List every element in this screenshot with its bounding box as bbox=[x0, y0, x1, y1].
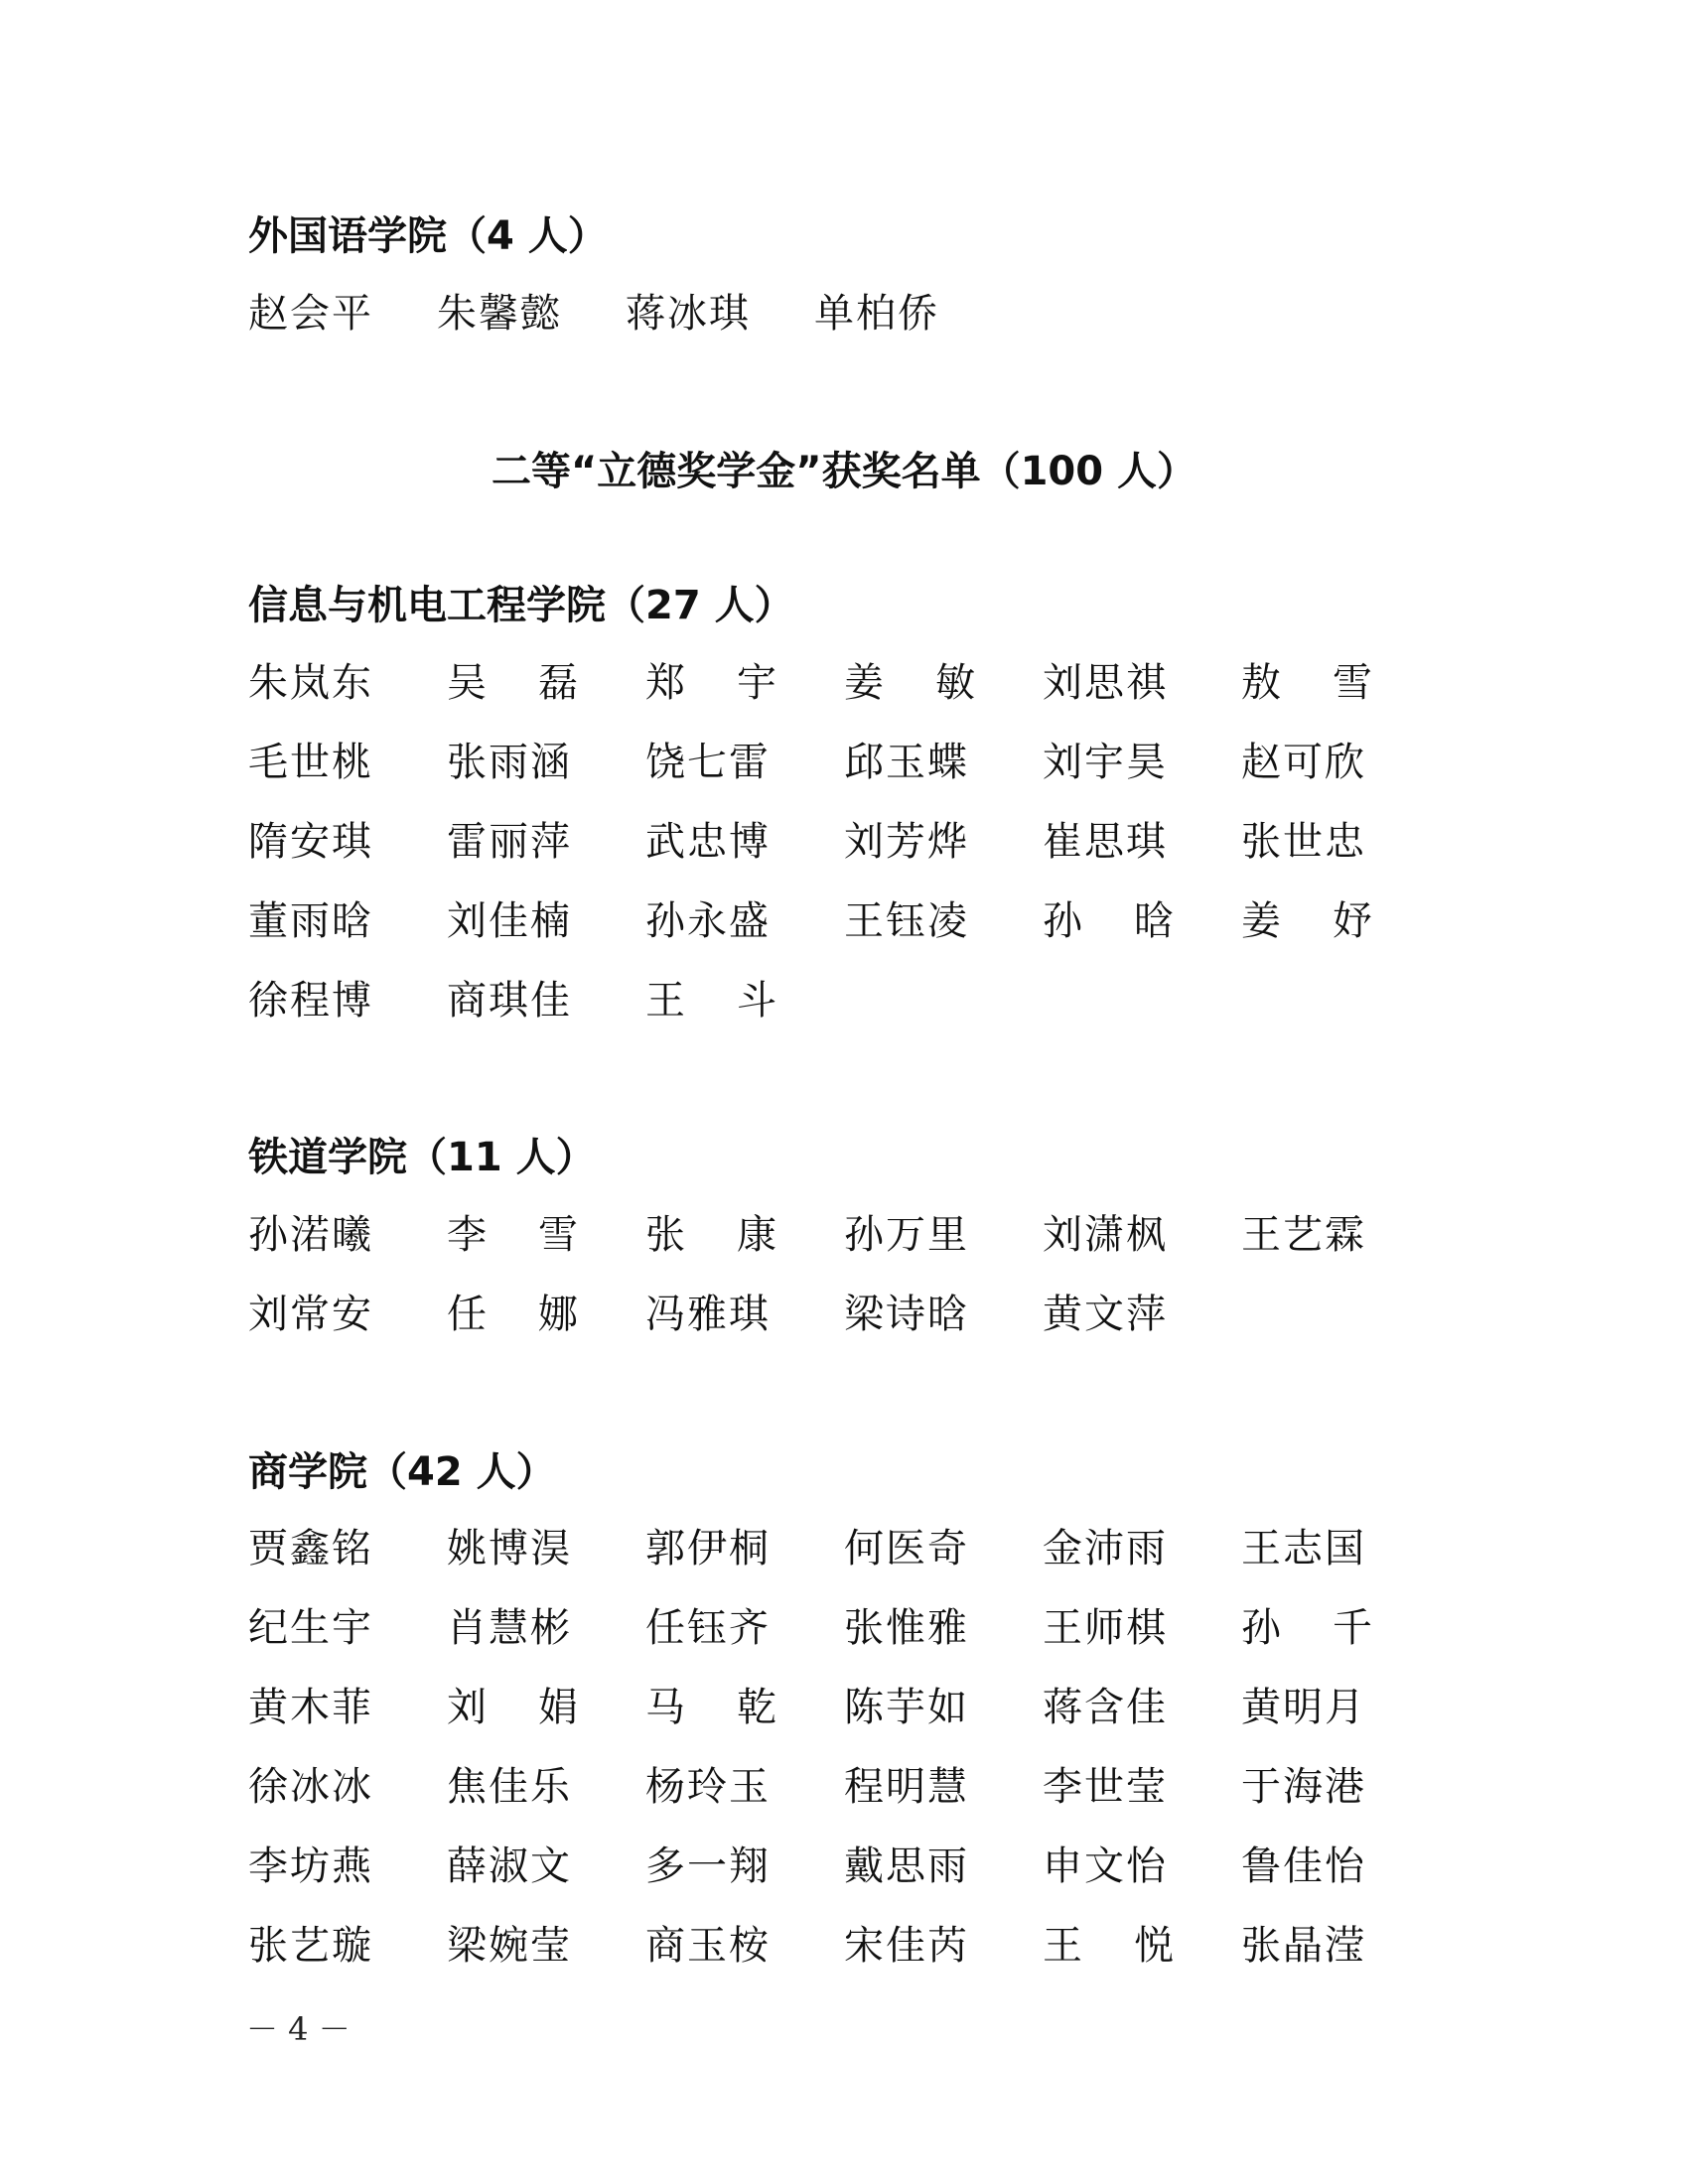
student-name: 纪生宇 bbox=[248, 1605, 373, 1651]
name-row bbox=[248, 1292, 1440, 1374]
student-name: 焦佳乐 bbox=[447, 1764, 572, 1810]
student-name: 毛世桃 bbox=[248, 740, 373, 785]
student-name: 梁婉莹 bbox=[447, 1923, 572, 1969]
name-grid bbox=[248, 660, 1440, 1060]
student-name: 于海港 bbox=[1241, 1764, 1366, 1810]
student-name: 戴思雨 bbox=[844, 1843, 969, 1889]
name-row bbox=[248, 819, 1440, 901]
name-row bbox=[248, 1526, 1440, 1608]
student-name: 雷丽萍 bbox=[447, 819, 572, 865]
student-name: 李 雪 bbox=[447, 1212, 578, 1258]
student-name: 王师棋 bbox=[1043, 1605, 1168, 1651]
student-name: 张 康 bbox=[645, 1212, 776, 1258]
page-number: － 4 － bbox=[246, 2010, 351, 2048]
student-name: 任 娜 bbox=[447, 1292, 578, 1337]
student-name: 张惟雅 bbox=[844, 1605, 969, 1651]
name-row bbox=[248, 1212, 1440, 1295]
student-name: 杨玲玉 bbox=[645, 1764, 771, 1810]
student-name: 朱馨懿 bbox=[437, 291, 562, 337]
student-name: 王钰凌 bbox=[844, 898, 969, 944]
student-name: 肖慧彬 bbox=[447, 1605, 572, 1651]
student-name: 任钰齐 bbox=[645, 1605, 771, 1651]
student-name: 刘佳楠 bbox=[447, 898, 572, 944]
name-row bbox=[248, 978, 1440, 1060]
student-name: 赵会平 bbox=[248, 291, 373, 337]
student-name: 金沛雨 bbox=[1043, 1526, 1168, 1571]
student-name: 鲁佳怡 bbox=[1241, 1843, 1366, 1889]
section-heading: 信息与机电工程学院（27 人） bbox=[248, 583, 794, 628]
student-name: 刘常安 bbox=[248, 1292, 373, 1337]
student-name: 李坊燕 bbox=[248, 1843, 373, 1889]
award-list-title: 二等“立德奖学金”获奖名单（100 人） bbox=[492, 449, 1196, 494]
student-name: 董雨晗 bbox=[248, 898, 373, 944]
student-name: 张雨涵 bbox=[447, 740, 572, 785]
student-name: 刘芳烨 bbox=[844, 819, 969, 865]
student-name: 申文怡 bbox=[1043, 1843, 1168, 1889]
student-name: 郑 宇 bbox=[645, 660, 776, 706]
student-name: 刘思祺 bbox=[1043, 660, 1168, 706]
name-row bbox=[248, 740, 1440, 822]
student-name: 薛淑文 bbox=[447, 1843, 572, 1889]
student-name: 赵可欣 bbox=[1241, 740, 1366, 785]
student-name: 商琪佳 bbox=[447, 978, 572, 1024]
name-row bbox=[248, 660, 1440, 743]
student-name: 孙万里 bbox=[844, 1212, 969, 1258]
student-name: 吴 磊 bbox=[447, 660, 578, 706]
student-name: 马 乾 bbox=[645, 1685, 776, 1730]
student-name: 郭伊桐 bbox=[645, 1526, 771, 1571]
section-heading: 商学院（42 人） bbox=[248, 1449, 556, 1495]
student-name: 姜 敏 bbox=[844, 660, 975, 706]
student-name: 刘宇昊 bbox=[1043, 740, 1168, 785]
student-name: 崔思琪 bbox=[1043, 819, 1168, 865]
name-row bbox=[248, 1605, 1440, 1688]
student-name: 徐冰冰 bbox=[248, 1764, 373, 1810]
student-name: 陈芋如 bbox=[844, 1685, 969, 1730]
student-name: 王志国 bbox=[1241, 1526, 1366, 1571]
student-name: 王 悦 bbox=[1043, 1923, 1174, 1969]
section-heading: 外国语学院（4 人） bbox=[248, 213, 608, 259]
name-row bbox=[248, 1685, 1440, 1767]
student-name: 王艺霖 bbox=[1241, 1212, 1366, 1258]
name-grid bbox=[248, 1526, 1440, 2005]
student-name: 黄文萍 bbox=[1043, 1292, 1168, 1337]
student-name: 何医奇 bbox=[844, 1526, 969, 1571]
student-name: 张晶滢 bbox=[1241, 1923, 1366, 1969]
student-name: 孙永盛 bbox=[645, 898, 771, 944]
section-heading: 铁道学院（11 人） bbox=[248, 1135, 596, 1180]
student-name: 敖 雪 bbox=[1241, 660, 1372, 706]
name-row bbox=[248, 1764, 1440, 1846]
student-name: 朱岚东 bbox=[248, 660, 373, 706]
name-row bbox=[248, 1843, 1440, 1926]
student-name: 饶七雷 bbox=[645, 740, 771, 785]
student-name: 张艺璇 bbox=[248, 1923, 373, 1969]
student-name: 刘潇枫 bbox=[1043, 1212, 1168, 1258]
student-name: 隋安琪 bbox=[248, 819, 373, 865]
student-name: 蒋冰琪 bbox=[626, 291, 751, 337]
student-name: 冯雅琪 bbox=[645, 1292, 771, 1337]
student-name: 张世忠 bbox=[1241, 819, 1366, 865]
student-name: 程明慧 bbox=[844, 1764, 969, 1810]
student-name: 李世莹 bbox=[1043, 1764, 1168, 1810]
name-grid bbox=[248, 1212, 1440, 1374]
student-name: 刘 娟 bbox=[447, 1685, 578, 1730]
student-name: 宋佳芮 bbox=[844, 1923, 969, 1969]
student-name: 徐程博 bbox=[248, 978, 373, 1024]
student-name: 邱玉蝶 bbox=[844, 740, 969, 785]
name-grid bbox=[248, 291, 1440, 373]
student-name: 单柏侨 bbox=[814, 291, 939, 337]
student-name: 王 斗 bbox=[645, 978, 776, 1024]
student-name: 梁诗晗 bbox=[844, 1292, 969, 1337]
student-name: 黄木菲 bbox=[248, 1685, 373, 1730]
student-name: 蒋含佳 bbox=[1043, 1685, 1168, 1730]
student-name: 贾鑫铭 bbox=[248, 1526, 373, 1571]
name-row bbox=[248, 291, 1440, 373]
student-name: 孙 晗 bbox=[1043, 898, 1174, 944]
student-name: 黄明月 bbox=[1241, 1685, 1366, 1730]
student-name: 姜 妤 bbox=[1241, 898, 1372, 944]
student-name: 多一翔 bbox=[645, 1843, 771, 1889]
student-name: 孙 千 bbox=[1241, 1605, 1372, 1651]
name-row bbox=[248, 898, 1440, 981]
student-name: 武忠博 bbox=[645, 819, 771, 865]
student-name: 姚博淏 bbox=[447, 1526, 572, 1571]
name-row bbox=[248, 1923, 1440, 2005]
student-name: 商玉桉 bbox=[645, 1923, 771, 1969]
student-name: 孙渃曦 bbox=[248, 1212, 373, 1258]
